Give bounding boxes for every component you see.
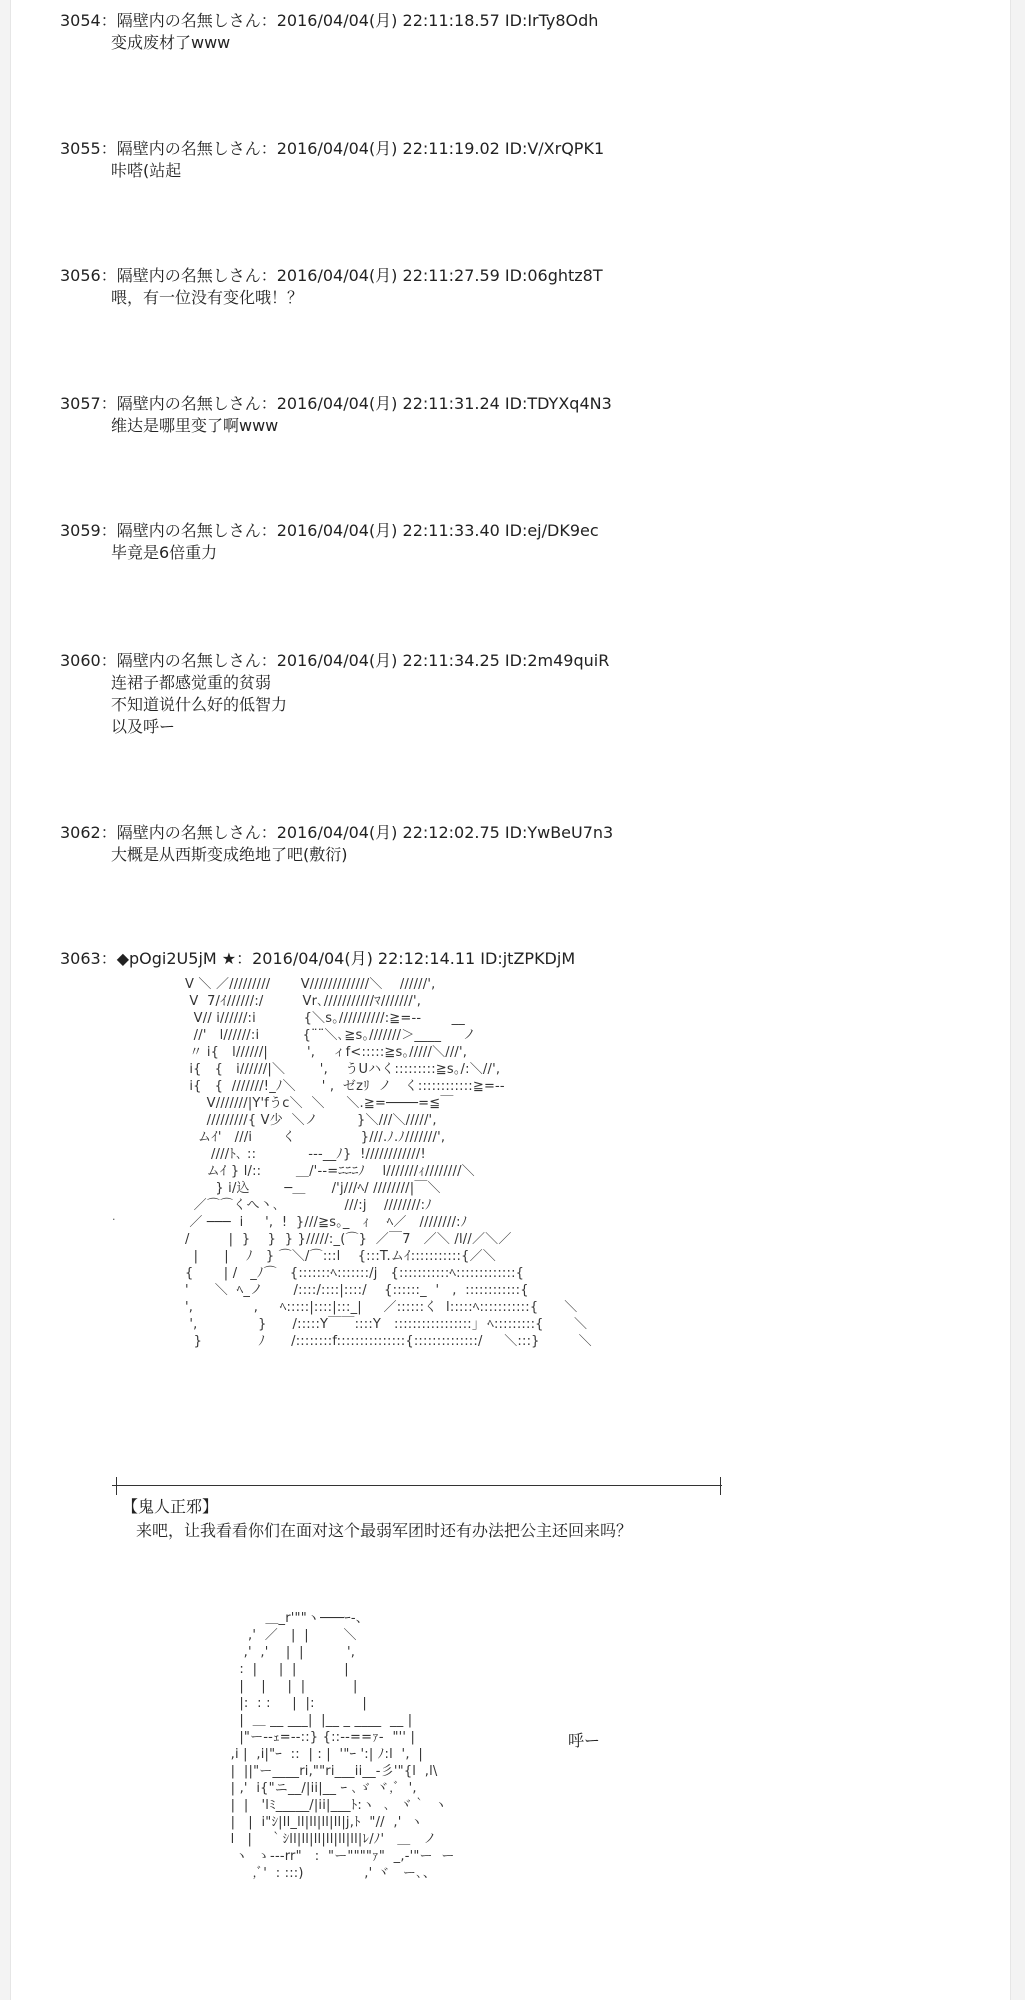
- divider-line: [112, 1485, 722, 1486]
- post-header: 3059：隔壁内の名無しさん：2016/04/04(月) 22:11:33.40 ID:ej/DK9ec: [60, 521, 599, 540]
- post: [60, 138, 980, 182]
- post-body: [111, 160, 980, 182]
- post-body: [111, 672, 980, 738]
- post-header: 3057：隔壁内の名無しさん：2016/04/04(月) 22:11:31.24 ID:TDYXq4N3: [60, 394, 612, 413]
- ascii-art-helmet: ＿_r'""ヽ───ｰ-、 ,' ／ | | ＼ ,' ,' | | ', : | | | | | | | | | |: : : | |: | | ＿ __ ___| |__ _ ____ __ | |"ー--ｪ=--::} {::--==ｧ- "'' | ,i | ,i|"ｰ :: | : | '"ｰ ':| ﾉ:l ', | | ||"ー____ri,""ri___ii__-彡'"{l ,l\ | ,' i{"ニ__/|ii|__ ｰ ､ゞ ヾ,ﾞ ', | | 'lﾐ_____/|ii|___ﾄ:ヽ ､ ヾ｀ ヽ | | i"ｼ|ll_ll|ll|ll|ll|j,ﾄ "// ,' ヽ l | ｀ｼll|ll|ll|ll|ll|ll|ﾚ/ﾉ' ＿ ノ ヽ ゝ---rr" : "ー""""ｧ" _,-'"ー ー ,ﾞ' : :::) ,' ヾ ー､、: [230, 1611, 455, 1881]
- post-line: 毕竟是6倍重力: [111, 543, 218, 562]
- divider-tick-right: [720, 1477, 721, 1495]
- post-line: 连裙子都感觉重的贫弱: [111, 673, 272, 692]
- ascii-art-scene: V ＼ ／///////// V/////////////＼ //////', V 7/ｲ//////:/ Vr､///////////ﾏ///////', V// i//////:i {＼s｡//////////:≧=-‐ __ //' l//////:i {¨¨＼､≧s｡///////＞____ ノ 〃 i{ l//////| ', ィf<:::::≧s｡/////＼///', i{ { i//////|＼ ', うUハく:::::::::≧s｡/:＼//', i{ { ///////!_ﾉ＼ ' , ゼzﾘ ノ く::::::::::::≧=-‐ V///////|Y'fうc＼ ＼ ＼.≧=────=≦￣ /////////{ V少 ＼ノ }＼///＼/////', ムｲ' ///i く }///.ﾉ.ﾉ///////', ////ﾄ､ :: ‐--__ﾉ} !////////////! ムｲ } l/:: ＿/'-‐=ﾆﾆﾆﾉ l///////ｨ////////＼ } i/込 ─＿ /'j///ﾍ/ ////////|￣＼ ／⌒⌒くへ丶､ ///:j ////////:ﾉ ／ ─── i ', ! }///≧s｡_ ｨ ﾍ／ ////////:ﾉ / | } } } }/////:_(⌒} ／￣7 ／＼ /l//／＼／ | | ﾉ } ⌒＼/⌒:::l {:::T.ムｲ:::::::::::{／＼ { | / _ﾉ⌒ {:::::::ﾍ:::::::/j {:::::::::::ﾍ:::::::::::::{ ' ＼ ﾍ_ノ /::::/::::|::::/ {::::::_ ' , ::::::::::::{ ', , ﾍ:::::|::::|:::_| ／::::::く l:::::ﾍ:::::::::::{ ＼ ', } /:::::Y￣￣::::Y :::::::::::::::::｣ ﾍ:::::::::{ ＼ } ﾉ /::::::::f:::::::::::::::{::::::::::::::/ ＼:::} ＼: [185, 977, 592, 1349]
- post: [60, 265, 980, 309]
- post-body: [111, 542, 980, 564]
- post-line: 以及呼ー: [111, 717, 176, 736]
- post-body: [111, 287, 980, 309]
- right-margin: [1010, 0, 1025, 2000]
- post: [60, 393, 980, 437]
- post-body: [111, 415, 980, 437]
- post-line: 咔嗒(站起: [111, 161, 182, 180]
- divider-tick-left: [116, 1477, 117, 1495]
- post-header: 3063：◆pOgi2U5jM ★：2016/04/04(月) 22:12:14.11 ID:jtZPKDjM: [60, 949, 576, 968]
- post: [60, 10, 980, 54]
- left-margin: [0, 0, 11, 2000]
- post-header: 3056：隔壁内の名無しさん：2016/04/04(月) 22:11:27.59 ID:06ghtz8T: [60, 266, 603, 285]
- post-body: [111, 844, 980, 866]
- post-line: 变成废材了www: [111, 33, 231, 52]
- post-line: 维达是哪里变了啊www: [111, 416, 279, 435]
- post-line: 大概是从西斯变成绝地了吧(敷衍): [111, 845, 348, 864]
- post-header: 3055：隔壁内の名無しさん：2016/04/04(月) 22:11:19.02 ID:V/XrQPK1: [60, 139, 605, 158]
- post: [60, 948, 980, 970]
- post-header: 3060：隔壁内の名無しさん：2016/04/04(月) 22:11:34.25 ID:2m49quiR: [60, 651, 610, 670]
- post: [60, 650, 980, 738]
- breath-text: 呼ー: [568, 1731, 601, 1750]
- dot-mark: .: [112, 1210, 116, 1223]
- post-body: [111, 32, 980, 54]
- post-header: 3054：隔壁内の名無しさん：2016/04/04(月) 22:11:18.57 ID:IrTy8Odh: [60, 11, 599, 30]
- post-line: 喂，有一位没有变化哦！？: [111, 288, 304, 307]
- speaker-name: 【鬼人正邪】: [122, 1497, 219, 1516]
- post: [60, 520, 980, 564]
- post-header: 3062：隔壁内の名無しさん：2016/04/04(月) 22:12:02.75 ID:YwBeU7n3: [60, 823, 614, 842]
- post: [60, 822, 980, 866]
- post-line: 不知道说什么好的低智力: [111, 695, 288, 714]
- speaker-line: 来吧，让我看看你们在面对这个最弱军团时还有办法把公主还回来吗？: [136, 1521, 633, 1540]
